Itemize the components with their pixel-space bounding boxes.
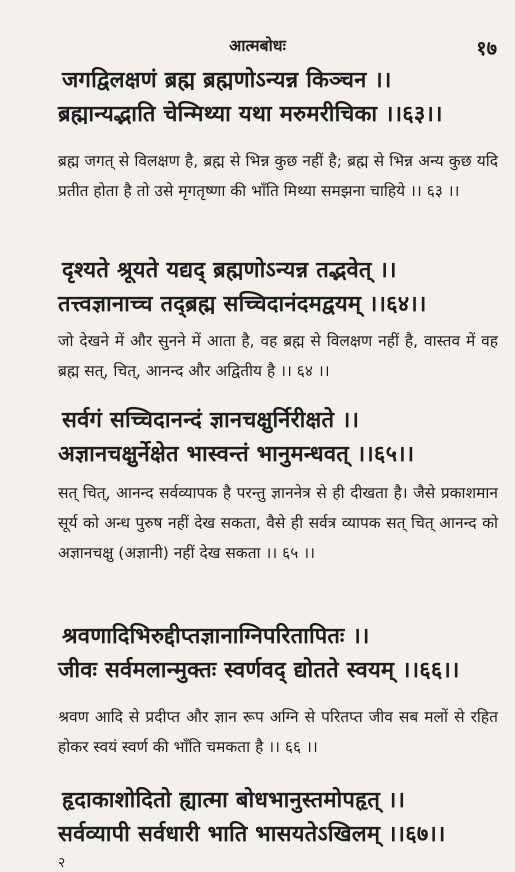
page-number: १७ (476, 36, 497, 60)
commentary-text: जो देखने में और सुनने में आता है, वह ब्रह्म से विलक्षण नहीं है, वास्तव में वह ब्रह्म सत्, चित्, आनन्द और अद्वितीय है ।। ६४ ।। (58, 332, 498, 380)
commentary-text: सत् चित्, आनन्द सर्वव्यापक है परन्तु ज्ञाननेत्र से ही दीखता है। जैसे प्रकाशमान सूर्य को अन्ध पुरुष नहीं देख सकता, वैसे ही सर्वत्र व्यापक सत् चित् आनन्द को अज्ञानचक्षु (अज्ञानी) नहीं देख सकता ।। ६५ ।। (58, 484, 498, 562)
verse-64 (58, 254, 502, 322)
verse-line: अज्ञानचक्षुर्नेक्षेत भास्वन्तं भानुमन्धवत् ।।६५।। (58, 442, 415, 467)
verse-line: जीवः सर्वमलान्मुक्तः स्वर्णवद् द्योतते स्वयम् ।।६६।। (58, 658, 460, 683)
verse-65 (58, 404, 502, 472)
commentary-text: ब्रह्म जगत् से विलक्षण है, ब्रह्म से भिन्न कुछ नहीं है; ब्रह्म से भिन्न अन्य कुछ यदि प्रतीत होता है तो उसे मृगतृष्णा की भाँति मिथ्या समझना चाहिये ।। ६३ ।। (58, 152, 498, 200)
continued-text-fragment: २ (58, 855, 66, 871)
verse-67 (58, 784, 502, 852)
verse-line: ब्रह्मान्यद्भाति चेन्मिथ्या यथा मरुमरीचिका ।।६३।। (58, 102, 443, 127)
verse-line: तत्त्वज्ञानाच्च तद्ब्रह्म सच्चिदानंदमद्वयम् ।।६४।। (58, 292, 427, 317)
verse-line: सर्वव्यापी सर्वधारी भाति भासयतेऽखिलम् ।।६७।। (58, 822, 446, 847)
verse-66 (58, 620, 502, 688)
commentary-text: श्रवण आदि से प्रदीप्त और ज्ञान रूप अग्नि से परितप्त जीव सब मलों से रहित होकर स्वयं स्वर्ण की भाँति चमकता है ।। ६६ ।। (58, 708, 498, 756)
verse-line: सर्वगं सच्चिदानन्दं ज्ञानचक्षुर्निरीक्षते ।। (62, 408, 360, 433)
page-header (0, 34, 515, 60)
verse-line: दृश्यते श्रूयते यद्यद् ब्रह्मणोऽन्यन्न तद्भवेत् ।। (62, 258, 397, 283)
running-title: आत्मबोधः (229, 36, 286, 55)
verse-line: श्रवणादिभिरुद्दीप्तज्ञानाग्निपरितापितः ।। (62, 624, 370, 649)
commentary-63 (58, 146, 498, 206)
verse-line: जगद्विलक्षणं ब्रह्म ब्रह्मणोऽन्यन्न किञ्चन ।। (62, 68, 392, 93)
commentary-65 (58, 478, 498, 568)
commentary-64 (58, 326, 498, 386)
commentary-66 (58, 702, 498, 762)
verse-63 (58, 64, 502, 132)
verse-line: हृदाकाशोदितो ह्यात्मा बोधभानुस्तमोपहृत् ।। (62, 788, 406, 813)
